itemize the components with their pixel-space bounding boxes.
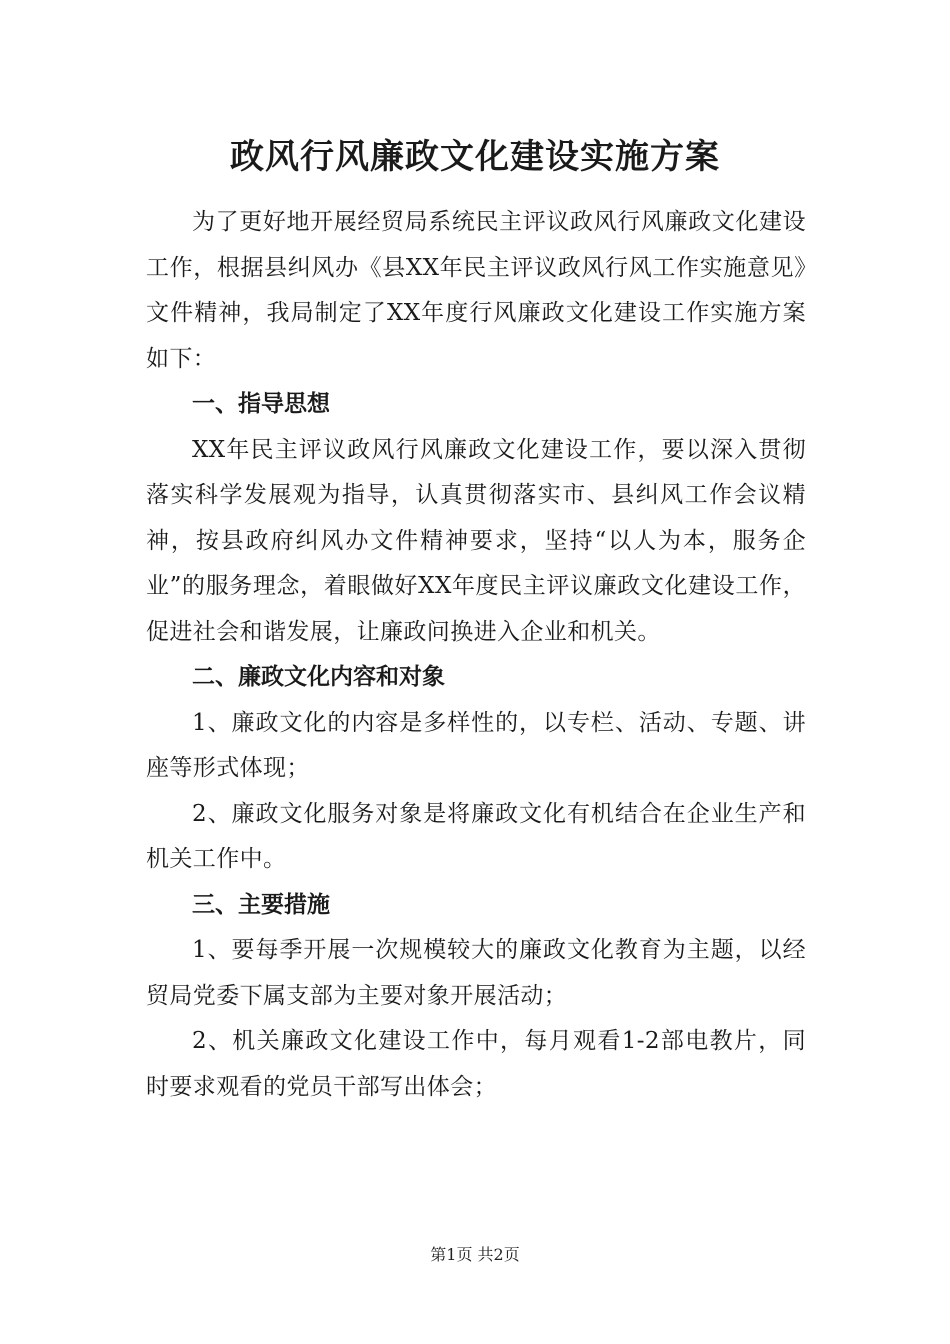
- guiding-ideology-paragraph: XX年民主评议政风行风廉政文化建设工作，要以深入贯彻落实科学发展观为指导，认真贯彻落实市、县纠风工作会议精神，按县政府纠风办文件精神要求，坚持“以人为本，服务企业”的服务理念，着眼做好XX年度民主评议廉政文化建设工作，促进社会和谐发展，让廉政问换进入企业和机关。: [146, 436, 806, 645]
- page-number-footer: 第1页 共2页: [430, 1245, 520, 1264]
- content-item-2: 2、廉政文化服务对象是将廉政文化有机结合在企业生产和机关工作中。: [146, 800, 806, 872]
- intro-paragraph: 为了更好地开展经贸局系统民主评议政风行风廉政文化建设工作，根据县纠风办《县XX年民主评议政风行风工作实施意见》文件精神，我局制定了XX年度行风廉政文化建设工作实施方案如下：: [146, 209, 806, 372]
- section-heading-guiding-ideology: 一、指导思想: [192, 391, 330, 417]
- document-body: [146, 200, 806, 1110]
- section-heading-main-measures: 三、主要措施: [192, 891, 330, 918]
- measure-item-2: 2、机关廉政文化建设工作中，每月观看1-2部电教片，同时要求观看的党员干部写出体会；: [146, 1028, 806, 1100]
- measure-item-1: 1、要每季开展一次规模较大的廉政文化教育为主题，以经贸局党委下属支部为主要对象开展活动；: [146, 937, 806, 1009]
- document-title: 政风行风廉政文化建设实施方案: [230, 137, 720, 177]
- content-item-1: 1、廉政文化的内容是多样性的，以专栏、活动、专题、讲座等形式体现；: [146, 709, 806, 781]
- section-heading-content-and-targets: 二、廉政文化内容和对象: [192, 664, 445, 690]
